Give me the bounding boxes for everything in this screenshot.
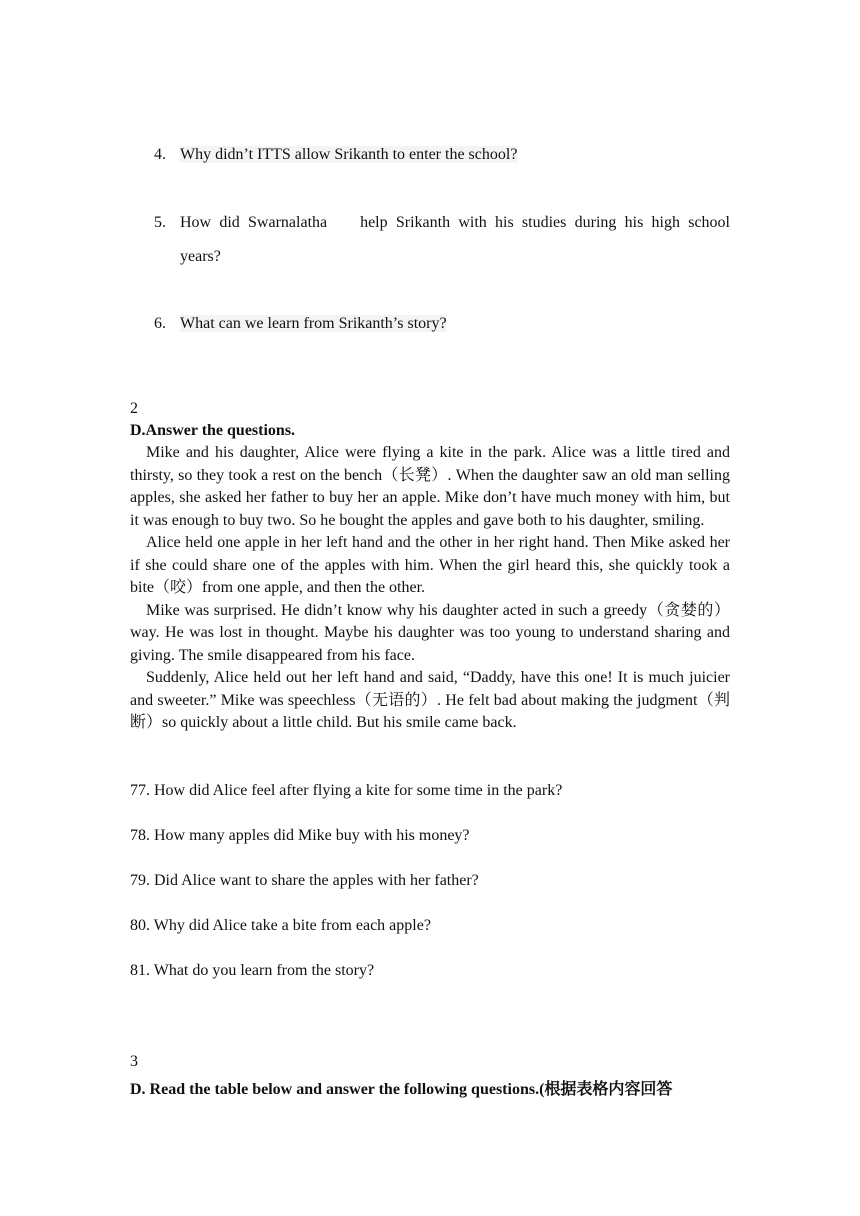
question-80: 80. Why did Alice take a bite from each apple?	[130, 917, 431, 934]
passage-paragraph: Alice held one apple in her left hand and the other in her right hand. Then Mike asked her if she could share one of the apples with him. When the girl heard this, she quickly took a bite（咬）from one apple, and then the other.	[130, 534, 730, 596]
question-text: Why didn’t ITTS allow Srikanth to enter the school?	[180, 146, 518, 163]
passage-paragraph: Suddenly, Alice held out her left hand and said, “Daddy, have this one! It is much juicier and sweeter.” Mike was speechless（无语的）. He felt bad about making the judgment（判断）so quickly about a little child. But his smile came back.	[130, 669, 730, 731]
section-heading: D.Answer the questions.	[130, 422, 296, 439]
question-78: 78. How many apples did Mike buy with his money?	[130, 827, 470, 844]
section-number: 2	[130, 400, 138, 417]
question-77: 77. How did Alice feel after flying a kite for some time in the park?	[130, 782, 563, 799]
reading-passage	[130, 442, 730, 735]
question-text-line1: How did Swarnalatha help Srikanth with his studies during his high school	[180, 214, 730, 231]
question-number: 5.	[154, 214, 166, 231]
question-text-line2: years?	[180, 248, 221, 265]
question-text: What can we learn from Srikanth’s story?	[180, 315, 447, 332]
question-6	[154, 307, 730, 341]
passage-paragraph: Mike and his daughter, Alice were flying a kite in the park. Alice was a little tired and thirsty, so they took a rest on the bench（长凳）. When the daughter saw an old man selling apples, she asked her father to buy her an apple. Mike don’t have much money with him, but it was enough to buy two. So he bought the apples and gave both to his daughter, smiling.	[130, 444, 730, 529]
question-number: 4.	[154, 146, 166, 163]
question-81: 81. What do you learn from the story?	[130, 962, 375, 979]
question-5	[154, 206, 730, 274]
passage-paragraph: Mike was surprised. He didn’t know why his daughter acted in such a greedy（贪婪的）way. He was lost in thought. Maybe his daughter was too young to understand sharing and giving. The smile disappeared from his face.	[130, 601, 730, 664]
section-heading: D. Read the table below and answer the following questions.(根据表格内容回答	[130, 1081, 673, 1098]
question-79: 79. Did Alice want to share the apples with her father?	[130, 872, 479, 889]
question-number: 6.	[154, 315, 166, 332]
question-4	[154, 138, 730, 172]
section-number: 3	[130, 1053, 138, 1070]
